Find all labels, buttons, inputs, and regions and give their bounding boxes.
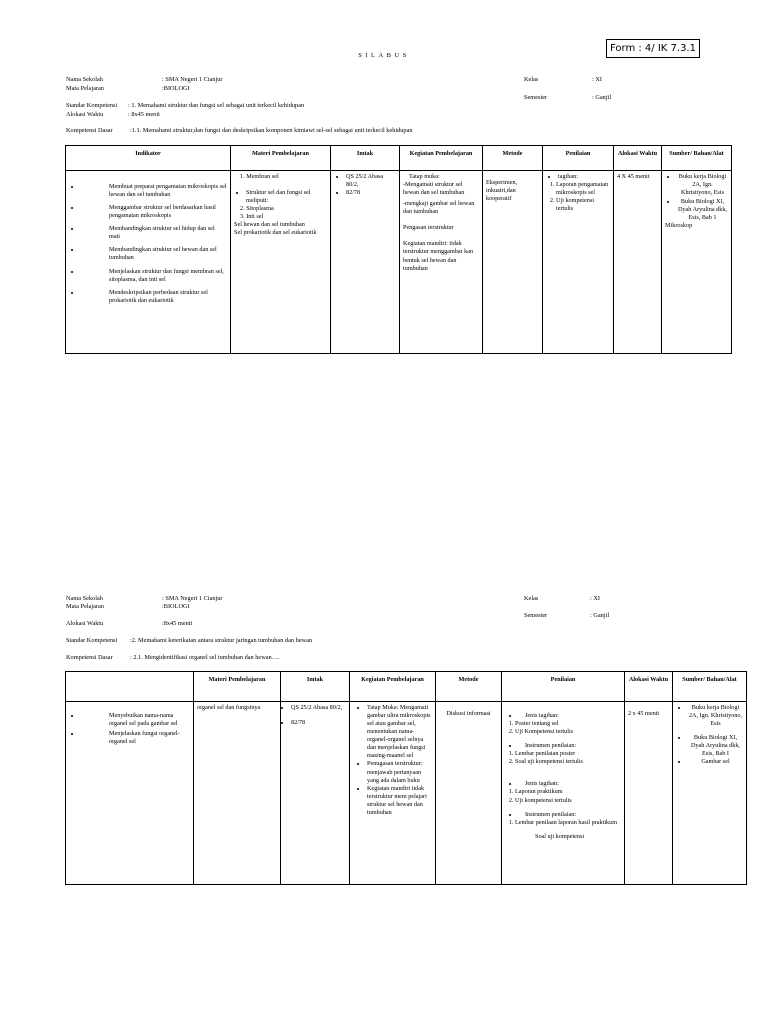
list-item: 2. Uji kompetensi tertulis [515, 797, 621, 805]
list-item: • Mendeskripsikan perbedaan struktur sel prokariotik dan eukariotik [81, 289, 227, 305]
sumber-cell [662, 171, 732, 354]
list-item: 1. Lembar penilaian poster [515, 750, 621, 758]
list-item: • Menggambar struktur sel berdasarkan hasil pengamatan mikroskopis [81, 204, 227, 220]
list-item: • Kegiatan mandiri tidak terstruktur mem pelajari struktur sel hewan dan tumbuhan [367, 785, 432, 817]
alokasi-cell: 2 x 45 menit [625, 702, 673, 885]
header-penilaian: Penilaian [543, 146, 614, 171]
header-indikator [66, 672, 194, 702]
indikator-cell [66, 171, 231, 354]
header-materi: Materi Pembelajaran [194, 672, 281, 702]
imtak-cell [331, 171, 400, 354]
penilaian-cell [502, 702, 625, 885]
nama-sekolah-value: : SMA Negeri 1 Cianjur [162, 76, 223, 83]
list-item: 1. Lembar penilaan laporan hasil praktikum [515, 819, 621, 827]
standar-kompetensi-label: Standar Kompetensi [66, 102, 118, 109]
materi-item: 2. Sitoplasma [240, 205, 274, 213]
semester-label: Semester [524, 612, 548, 619]
list-item: • Membandingkan struktur sel hewan dan sel tumbuhan [81, 246, 227, 262]
standar-kompetensi-label: Standar Kompetensi [66, 637, 118, 644]
list-item: • Jenis tagihan: [519, 780, 621, 788]
header-kegiatan: Kegiatan Pembelajaran [400, 146, 483, 171]
silabus-table-1 [65, 145, 732, 354]
materi-cell: organel sel dan fungsinya [194, 702, 281, 885]
list-item: • Gambar sel [688, 758, 743, 766]
list-item: • Buku Biologi XI, Dyah Aryulina dkk, Esis, Bab 1 [677, 198, 728, 222]
list-item: • Penugasan terstruktur: menjawab pertanyaan yang ada dalam buku [367, 760, 432, 784]
header-imtak: Imtak [281, 672, 350, 702]
kompetensi-dasar-label: Kompetensi Dasar [66, 127, 113, 134]
list-item: • Menjelaskan struktur dan fungsi membran sel, sitoplasma, dan inti sel [81, 268, 227, 284]
semester-value: : Ganjil [590, 612, 610, 619]
header-kegiatan: Kegiatan Pembelajaran [350, 672, 436, 702]
page-title: SILABUS [358, 52, 410, 59]
kegiatan-text: -Mengamati struktur sel hewan dan sel tumbuhan [403, 181, 465, 197]
list-item: 1. Laporan praktikum [515, 788, 621, 796]
metode-cell: Diskusi informasi [436, 702, 502, 885]
header-metode: Metode [436, 672, 502, 702]
imtak-cell [281, 702, 350, 885]
materi-item: • Struktur sel dan fungsi sel meliputi: [246, 189, 327, 205]
penilaian-tail: Soal uji kompetensi [535, 832, 585, 840]
list-item: • QS 25/2 Abasa 80/2, [291, 704, 346, 712]
header-metode: Metode [483, 146, 543, 171]
kegiatan-text: Pengasan terstruktur [403, 224, 454, 232]
penilaian-cell [543, 171, 614, 354]
kegiatan-cell [400, 171, 483, 354]
list-item: 1. Laporan pengamatan mikroskopis sel [556, 181, 610, 197]
list-item: 2. Soal uji kompetensi tertulis [515, 758, 621, 766]
list-item: • Instrumen penilaian: [519, 811, 621, 819]
list-item: 2. Uji kompetensi tertulis [556, 197, 610, 213]
list-item: • Menjelaskan fungsi organel-organel sel [81, 730, 190, 746]
kelas-label: Kelas [524, 595, 539, 602]
mata-pelajaran-value: :BIOLOGI [162, 85, 190, 92]
header-alokasi: Alokasi Waktu [625, 672, 673, 702]
materi-item: 1. Membran sel [240, 173, 279, 180]
header-sumber: Sumber/ Bahan/Alat [662, 146, 732, 171]
header-indikator: Indikator [66, 146, 231, 171]
list-item: • QS 25/2 Abasa 80/2, [346, 173, 396, 189]
alokasi-waktu-label: Alokasi Waktu [66, 111, 104, 118]
standar-kompetensi-value: : 1. Memahami struktur dan fungsi sel sebagai unit terkecil kehidupan [128, 102, 305, 109]
list-item: • Buku kerja Biologi 2A, Ign. Khristiyono, Esis [677, 173, 728, 197]
kelas-label: Kelas [524, 76, 539, 83]
header-penilaian: Penilaian [502, 672, 625, 702]
list-item: • Instrumen penilaian: [519, 742, 621, 750]
header-imtak: Imtak [331, 146, 400, 171]
sumber-tail: Mikroskop [665, 222, 693, 230]
alokasi-waktu-value: : 8x45 menit [128, 111, 160, 118]
list-item: • Buku kerja Biologi 2A, Ign. Khristiyono, Esis [688, 704, 743, 728]
list-item: • Buku Biologi XI, Dyah Aryulina dkk, Esis, Bab I [688, 734, 743, 758]
silabus-table-2 [65, 671, 747, 885]
semester-value: : Ganjil [592, 94, 612, 101]
metode-cell: Eksperimen, inkuairi,dan kooperatif [483, 171, 543, 354]
list-item: • Jenis tagihan: [519, 712, 621, 720]
alokasi-cell: 4 X 45 menit [614, 171, 662, 354]
alokasi-waktu-label: Alokasi Waktu [66, 620, 104, 627]
alokasi-waktu-value: :8x45 menit [162, 620, 193, 627]
materi-item: Sel hewan dan sel tumbuhan [234, 221, 305, 229]
materi-item: 3. Inti sel [240, 213, 264, 221]
form-label: Form : 4/ IK 7.3.1 [606, 39, 700, 58]
mata-pelajaran-value: :BIOLOGI [162, 603, 190, 610]
kegiatan-text: Kegiatan mandiri: tidak terstruktur menggambar kan bentuk sel hewan dan tumbuhan [403, 240, 474, 272]
materi-cell [231, 171, 331, 354]
sumber-cell [673, 702, 747, 885]
list-item: • tagihan: [558, 173, 610, 181]
indikator-cell [66, 702, 194, 885]
nama-sekolah-value: : SMA Negeri 1 Cianjur [162, 595, 223, 602]
kompetensi-dasar-value: :1.1. Memahami struktur,dan fungsi dan deskripsikan komponen kimiawi sel-sel sebagai unit terkecil kehidupan [130, 127, 413, 134]
list-item: • 82/78 [291, 719, 346, 727]
header-sumber: Sumber/ Bahan/Alat [673, 672, 747, 702]
kelas-value: : XI [590, 595, 600, 602]
semester-label: Semester [524, 94, 548, 101]
nama-sekolah-label: Nama Sekolah [66, 595, 103, 602]
list-item: • Menyebutkan nama-nama organel sel pada gambar sel [81, 712, 190, 728]
list-item: • 82/78 [346, 189, 396, 197]
list-item: • Tatap Muka: Mengamati gambar ultra mikroskopis sel atau gambar sel, menentukan nama-organel-organel selnya dan menjelaskan fungsi masing-maanel sel [367, 704, 432, 760]
materi-item: Sel prokariotik dan sel eukariotik [234, 229, 317, 237]
kegiatan-text: -mengkaji gambar sel hewan dan tumbuhan [403, 200, 475, 216]
kelas-value: : XI [592, 76, 602, 83]
mata-pelajaran-label: Mata Pelajaran [66, 85, 104, 92]
mata-pelajaran-label: Mata Pelajaran [66, 603, 104, 610]
kompetensi-dasar-value: : 2.1. Mengidentifikasi organel sel tumbuhan dan hewan…. [130, 654, 280, 661]
nama-sekolah-label: Nama Sekolah [66, 76, 103, 83]
kegiatan-cell [350, 702, 436, 885]
indikator-list [69, 183, 227, 305]
list-item: 1. Poster tentang sel [515, 720, 621, 728]
kegiatan-text: Tatap muka: [409, 173, 440, 180]
list-item: • Membandingkan struktur sel hidup dan sel mati [81, 225, 227, 241]
header-materi: Materi Pembelajaran [231, 146, 331, 171]
list-item: • Membuat preparat pengamatan mikroskopis sel hewan dan sel tumbuhan [81, 183, 227, 199]
list-item: 2. Uji Kompetensi tertulis [515, 728, 621, 736]
kompetensi-dasar-label: Kompetensi Dasar [66, 654, 113, 661]
standar-kompetensi-value: :2. Memahami keterikatan antara struktur jaringan tumbuhan dan hewan [130, 637, 313, 644]
header-alokasi: Alokasi Waktu [614, 146, 662, 171]
